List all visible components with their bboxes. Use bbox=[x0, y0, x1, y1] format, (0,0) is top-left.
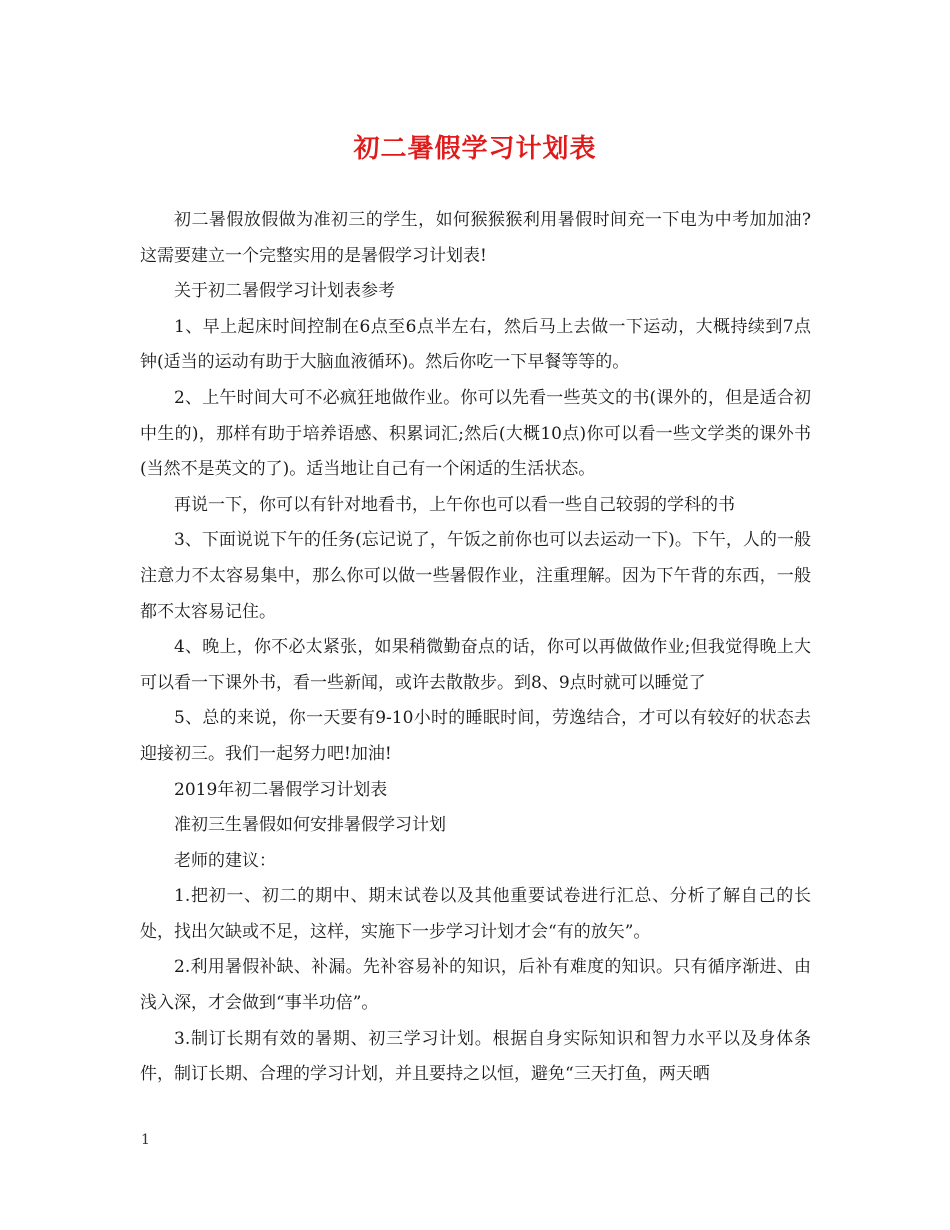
paragraph-intro: 初二暑假放假做为准初三的学生，如何猴猴猴利用暑假时间充一下电为中考加加油?这需要建立一个完整实用的是暑假学习计划表! bbox=[140, 210, 811, 266]
page-number: 1 bbox=[141, 1132, 150, 1148]
paragraph-forenoon: 2、上午时间大可不必疯狂地做作业。你可以先看一些英文的书(课外的，但是适合初中生的)，那样有助于培养语感、积累词汇;然后(大概10点)你可以看一些文学类的课外书(当然不是英文的了)。适当地让自己有一个闲适的生活状态。 bbox=[140, 387, 811, 480]
paragraph-advice-3: 3.制订长期有效的暑期、初三学习计划。根据自身实际知识和智力水平以及身体条件，制订长期、合理的学习计划，并且要持之以恒，避免“三天打鱼，两天晒 bbox=[140, 1028, 811, 1085]
document-title: 初二暑假学习计划表 bbox=[353, 134, 597, 164]
paragraph-evening: 4、晚上，你不必太紧张，如果稍微勤奋点的话，你可以再做做作业;但我觉得晚上大可以看一下课外书，看一些新闻，或许去散散步。到8、9点时就可以睡觉了 bbox=[140, 637, 811, 693]
paragraph-subtitle-arrange: 准初三生暑假如何安排暑假学习计划 bbox=[174, 815, 446, 836]
paragraph-advice-2: 2.利用暑假补缺、补漏。先补容易补的知识，后补有难度的知识。只有循序渐进、由浅入深，才会做到“事半功倍”。 bbox=[140, 957, 811, 1014]
paragraph-morning: 1、早上起床时间控制在6点至6点半左右，然后马上去做一下运动，大概持续到7点钟(适当的运动有助于大脑血液循环)。然后你吃一下早餐等等的。 bbox=[140, 316, 811, 373]
paragraph-teacher-advice: 老师的建议： bbox=[174, 850, 276, 871]
paragraph-reference-heading: 关于初二暑假学习计划表参考 bbox=[174, 281, 395, 302]
paragraph-targeted-reading: 再说一下，你可以有针对地看书，上午你也可以看一些自己较弱的学科的书 bbox=[174, 494, 735, 515]
paragraph-afternoon: 3、下面说说下午的任务(忘记说了，午饭之前你也可以去运动一下)。下午，人的一般注意力不太容易集中，那么你可以做一些暑假作业，注重理解。因为下午背的东西，一般都不太容易记住。 bbox=[140, 530, 811, 622]
paragraph-subtitle-2019: 2019年初二暑假学习计划表 bbox=[174, 779, 388, 800]
paragraph-advice-1: 1.把初一、初二的期中、期末试卷以及其他重要试卷进行汇总、分析了解自己的长处，找出欠缺或不足，这样，实施下一步学习计划才会“有的放矢”。 bbox=[140, 886, 811, 942]
document-body bbox=[140, 203, 811, 1093]
paragraph-summary: 5、总的来说，你一天要有9-10小时的睡眠时间，劳逸结合，才可以有较好的状态去迎接初三。我们一起努力吧!加油! bbox=[140, 708, 811, 764]
